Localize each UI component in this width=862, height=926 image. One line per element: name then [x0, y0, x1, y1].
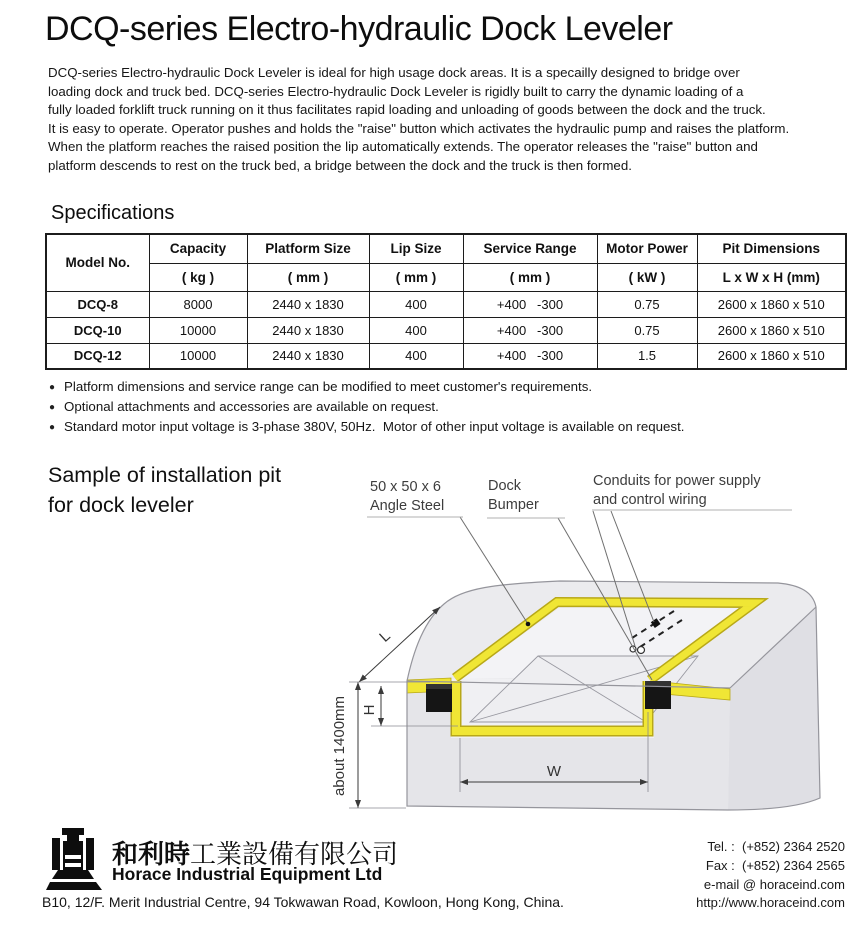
company-address: B10, 12/F. Merit Industrial Centre, 94 Tokwawan Road, Kowloon, Hong Kong, China.: [42, 894, 564, 910]
page-title: DCQ-series Electro-hydraulic Dock Leveler: [45, 10, 673, 48]
spec-cell: 400: [369, 343, 463, 369]
diagram-labels: [370, 473, 761, 514]
dock-bumper-label: Dock: [488, 478, 522, 494]
sample-pit-heading-line: Sample of installation pit: [48, 463, 282, 487]
spec-cell: 8000: [149, 291, 247, 317]
column-header-model: Model No.: [46, 234, 149, 291]
dim-label-length: L: [376, 627, 394, 646]
spec-cell: +400 -300: [463, 343, 597, 369]
spec-cell: 0.75: [597, 291, 697, 317]
angle-steel-label: Angle Steel: [370, 498, 445, 514]
spec-cell: 2440 x 1830: [247, 291, 369, 317]
contact-email: e-mail @ horaceind.com: [703, 876, 845, 892]
intro-line: It is easy to operate. Operator pushes and holds the "raise" button which activates the hydraulic pump and raises the platform.: [48, 120, 790, 136]
company-name-cn-rest: 工業設備有限公司: [190, 839, 399, 869]
list-item: [49, 398, 684, 418]
contact-tel: Tel. : (+852) 2364 2520: [707, 839, 845, 854]
notes-list: [49, 378, 684, 437]
column-unit: ( mm ): [247, 263, 369, 291]
dim-label-height: H: [361, 704, 378, 716]
company-logo: [46, 828, 102, 890]
bullet-icon: ●: [49, 382, 56, 393]
column-unit: ( kW ): [597, 263, 697, 291]
installation-pit-diagram: [330, 460, 862, 832]
intro-paragraph: [48, 64, 789, 176]
column-unit: ( mm ): [463, 263, 597, 291]
column-unit: ( kg ): [149, 263, 247, 291]
dock-bumper-label: Bumper: [488, 497, 539, 513]
spec-cell-model: DCQ-8: [46, 291, 149, 317]
spec-cell: 2600 x 1860 x 510: [697, 291, 846, 317]
sample-pit-heading: [48, 460, 281, 520]
spec-cell: 400: [369, 291, 463, 317]
column-header: Motor Power: [597, 234, 697, 263]
spec-cell: 10000: [149, 317, 247, 343]
table-row: [46, 343, 846, 369]
units-row: [46, 263, 846, 291]
spec-cell: 10000: [149, 343, 247, 369]
table-row: [46, 291, 846, 317]
column-header: Platform Size: [247, 234, 369, 263]
angle-steel-label: 50 x 50 x 6: [370, 479, 441, 495]
spec-cell-model: DCQ-12: [46, 343, 149, 369]
specifications-table: [45, 233, 847, 370]
conduits-label: Conduits for power supply: [593, 473, 761, 489]
note-text: Optional attachments and accessories are available on request.: [64, 398, 439, 414]
intro-line: loading dock and truck bed. DCQ-series Electro-hydraulic Dock Leveler is rigidly built to carry the dynamic loading of a: [48, 83, 744, 99]
dim-label-width: W: [546, 763, 562, 780]
contact-website: http://www.horaceind.com: [696, 895, 845, 911]
dim-label-depth: about 1400mm: [331, 695, 348, 797]
column-unit: L x W x H (mm): [697, 263, 846, 291]
spec-cell: +400 -300: [463, 317, 597, 343]
column-header: Lip Size: [369, 234, 463, 263]
spec-cell: 2440 x 1830: [247, 343, 369, 369]
spec-cell: 2600 x 1860 x 510: [697, 317, 846, 343]
bullet-icon: ●: [49, 401, 56, 413]
spec-cell: 0.75: [597, 317, 697, 343]
spec-cell: 400: [369, 317, 463, 343]
header-row: [46, 234, 846, 263]
column-header: Pit Dimensions: [697, 234, 846, 263]
table-row: [46, 317, 846, 343]
list-item: [49, 418, 684, 438]
column-header: Capacity: [149, 234, 247, 263]
column-header: Service Range: [463, 234, 597, 263]
spec-cell: +400 -300: [463, 291, 597, 317]
intro-line: fully loaded forklift truck running on it thus facilitates rapid loading and unloading of goods between the dock and the truck.: [48, 102, 766, 118]
sample-pit-heading-line: for dock leveler: [48, 493, 194, 517]
company-name-en: Horace Industrial Equipment Ltd: [112, 864, 383, 884]
spec-cell: 1.5: [597, 343, 697, 369]
contact-fax: Fax : (+852) 2364 2565: [705, 857, 845, 873]
conduits-label: and control wiring: [593, 492, 707, 508]
intro-line: platform descends to rest on the truck bed, a bridge between the dock and the truck is then formed.: [48, 157, 632, 173]
spec-cell-model: DCQ-10: [46, 317, 149, 343]
list-item: [49, 378, 684, 398]
spec-cell: 2600 x 1860 x 510: [697, 343, 846, 369]
intro-line: DCQ-series Electro-hydraulic Dock Leveler is ideal for high usage dock areas. It is a specailly designed to bridge over: [48, 65, 740, 80]
bullet-icon: ●: [49, 421, 56, 433]
note-text: Standard motor input voltage is 3-phase 380V, 50Hz. Motor of other input voltage is available on request.: [64, 418, 685, 434]
specifications-heading: Specifications: [51, 202, 175, 224]
note-text: Platform dimensions and service range can be modified to meet customer's requirements.: [64, 379, 593, 394]
intro-line: When the platform reaches the raised position the lip automatically extends. The operator releases the "raise" button and: [48, 139, 758, 155]
spec-cell: 2440 x 1830: [247, 317, 369, 343]
company-name-cn-bold: 和利時: [112, 839, 191, 869]
column-unit: ( mm ): [369, 263, 463, 291]
contact-block: [696, 838, 845, 913]
